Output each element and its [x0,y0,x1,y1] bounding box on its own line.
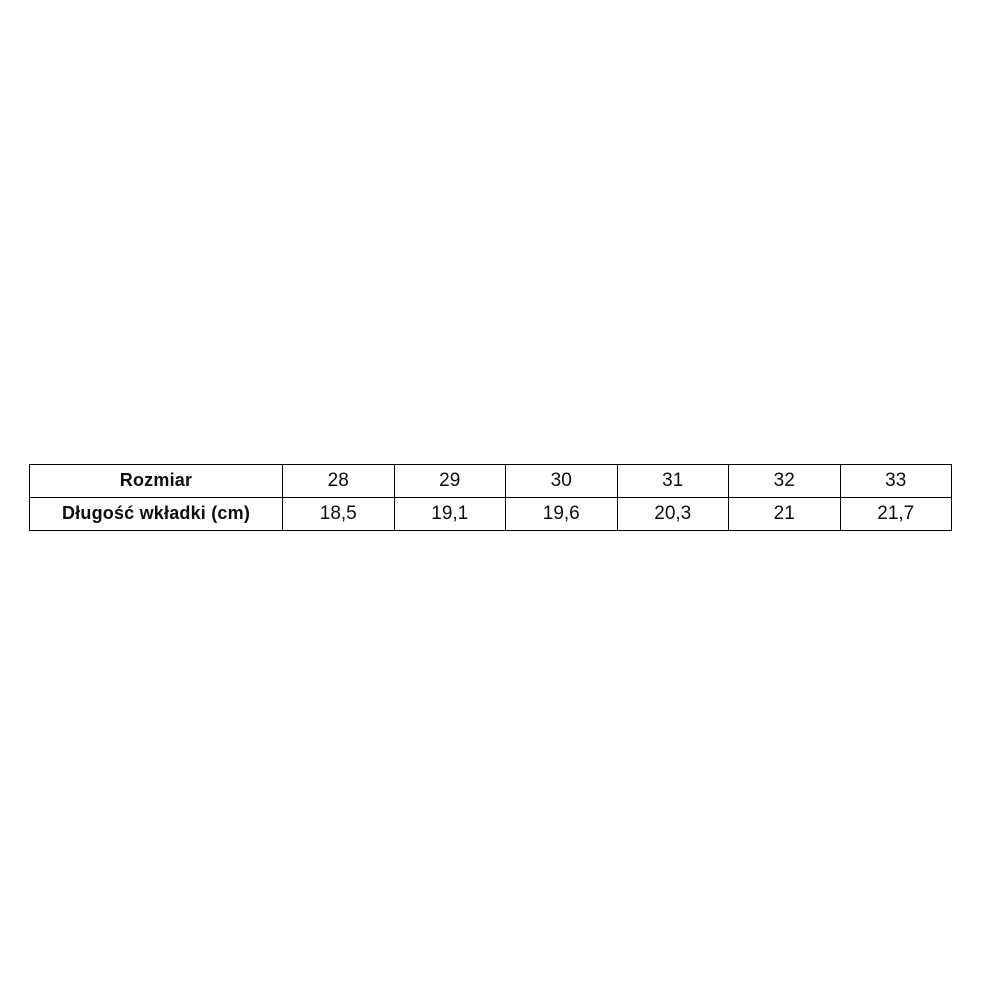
cell-size-30: 30 [506,465,618,498]
cell-insole-30: 19,6 [506,498,618,531]
cell-insole-32: 21 [729,498,841,531]
row-label-insole-length: Długość wkładki (cm) [30,498,283,531]
cell-insole-33: 21,7 [840,498,952,531]
cell-size-29: 29 [394,465,506,498]
size-chart-table [29,464,952,531]
cell-insole-31: 20,3 [617,498,729,531]
cell-insole-28: 18,5 [283,498,395,531]
cell-insole-29: 19,1 [394,498,506,531]
size-chart-table-wrapper [29,464,951,531]
cell-size-31: 31 [617,465,729,498]
cell-size-33: 33 [840,465,952,498]
table-row [30,465,952,498]
row-label-size: Rozmiar [30,465,283,498]
cell-size-32: 32 [729,465,841,498]
cell-size-28: 28 [283,465,395,498]
table-row [30,498,952,531]
